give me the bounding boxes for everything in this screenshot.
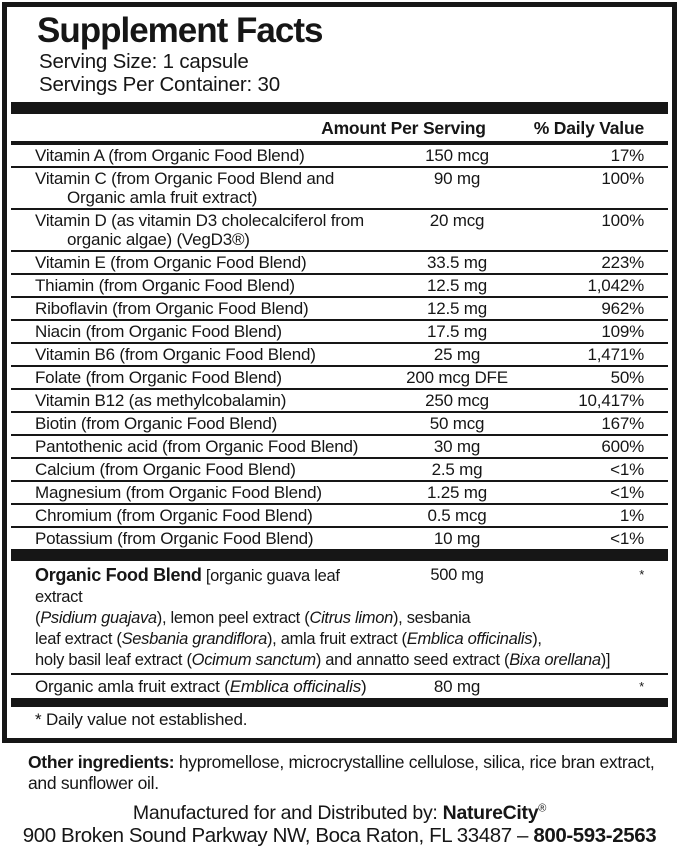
blend-amount: 500 mg — [430, 566, 484, 584]
nutrient-dv: <1% — [610, 460, 644, 479]
serving-size: Serving Size: 1 capsule — [39, 50, 249, 73]
nutrient-row — [11, 436, 668, 459]
blend-description-line — [35, 608, 644, 629]
text-segment: )] — [600, 651, 611, 669]
blend-description-line — [35, 629, 644, 650]
latin-name: Emblica officinalis — [406, 630, 533, 648]
nutrient-amount: 20 mcg — [429, 211, 485, 230]
supplement-facts-panel — [2, 2, 677, 743]
daily-value-footnote: * Daily value not established. — [35, 710, 248, 729]
nutrient-amount: 12.5 mg — [426, 276, 488, 295]
nutrient-amount: 30 mg — [433, 437, 481, 456]
blend-name — [35, 565, 382, 608]
nutrient-dv: <1% — [610, 529, 644, 548]
supplement-label-page — [0, 2, 679, 847]
text-segment: ), sesbania — [392, 609, 471, 627]
nutrient-amount: 10 mg — [433, 529, 481, 548]
latin-name: Bixa orellana — [509, 651, 601, 669]
nutrient-amount: 150 mcg — [425, 146, 489, 165]
nutrient-row — [11, 252, 668, 275]
nutrient-dv: <1% — [610, 483, 644, 502]
blend-description — [35, 608, 644, 671]
nutrient-row — [11, 298, 668, 321]
nutrient-dv: 962% — [601, 299, 644, 318]
text-segment: ) and annatto seed extract ( — [315, 651, 510, 669]
nutrient-name: Biotin (from Organic Food Blend) — [35, 414, 278, 433]
text-segment: [organic guava leaf extract — [35, 567, 340, 606]
panel-title: Supplement Facts — [37, 11, 323, 50]
amla-name — [35, 677, 382, 696]
divider-bar-top — [11, 102, 668, 114]
registered-trademark-icon: ® — [538, 802, 547, 815]
nutrient-name: Folate (from Organic Food Blend) — [35, 368, 282, 387]
nutrient-row — [11, 459, 668, 482]
nutrient-dv: 167% — [601, 414, 644, 433]
nutrient-name: Calcium (from Organic Food Blend) — [35, 460, 296, 479]
nutrient-name: Riboflavin (from Organic Food Blend) — [35, 299, 309, 318]
text-segment: ) — [361, 677, 367, 696]
divider-bar-footnote — [11, 698, 668, 707]
nutrient-row — [11, 275, 668, 298]
latin-name: Citrus limon — [309, 609, 393, 627]
nutrient-row — [11, 367, 668, 390]
nutrient-name: Pantothenic acid (from Organic Food Blend) — [35, 437, 359, 456]
nutrient-name: Niacin (from Organic Food Blend) — [35, 322, 282, 341]
nutrient-dv: 223% — [601, 253, 644, 272]
brand-name: NatureCity — [442, 802, 539, 824]
address-text: 900 Broken Sound Parkway NW, Boca Raton, FL 33487 – — [22, 824, 534, 847]
nutrient-dv: 10,417% — [578, 391, 644, 410]
other-ingredients — [28, 752, 661, 794]
nutrient-amount: 50 mcg — [429, 414, 485, 433]
column-header-dv: % Daily Value — [533, 118, 644, 138]
nutrient-dv: 1,042% — [587, 276, 644, 295]
blend-first-line — [35, 565, 644, 608]
nutrient-name: Thiamin (from Organic Food Blend) — [35, 276, 295, 295]
nutrient-name: Vitamin A (from Organic Food Blend) — [35, 146, 305, 165]
nutrient-name: Chromium (from Organic Food Blend) — [35, 506, 313, 525]
phone-number: 800-593-2563 — [533, 824, 657, 847]
text-segment: holy basil leaf extract ( — [35, 651, 192, 669]
latin-name: Ocimum sanctum — [191, 651, 316, 669]
text-segment: ), — [532, 630, 542, 648]
latin-name: Emblica officinalis — [229, 677, 361, 696]
nutrient-name: Potassium (from Organic Food Blend) — [35, 529, 314, 548]
nutrient-dv: 100% — [601, 169, 644, 188]
blend-description-line — [35, 650, 644, 671]
nutrient-row — [11, 145, 668, 168]
nutrient-row — [11, 168, 668, 210]
column-headers — [11, 114, 668, 141]
amla-row — [11, 675, 668, 698]
manufactured-by-text: Manufactured for and Distributed by: — [132, 802, 443, 824]
nutrient-row — [11, 344, 668, 367]
nutrient-amount: 0.5 mcg — [427, 506, 487, 525]
nutrient-dv: 17% — [610, 146, 644, 165]
text-segment: ( — [35, 609, 41, 627]
nutrient-amount: 25 mg — [433, 345, 481, 364]
nutrient-rows — [11, 145, 668, 549]
text-segment: Organic amla fruit extract ( — [35, 677, 230, 696]
amla-dv-asterisk: * — [639, 679, 644, 694]
nutrient-dv: 109% — [601, 322, 644, 341]
other-ingredients-text: hypromellose, microcrystalline cellulose, silica, rice bran extract, and sunflower oil. — [28, 752, 655, 793]
nutrient-amount: 250 mcg — [425, 391, 489, 410]
text-segment: Organic Food Blend — [35, 565, 202, 585]
nutrient-row — [11, 528, 668, 549]
nutrient-amount: 12.5 mg — [426, 299, 488, 318]
footer-line-2 — [0, 824, 679, 847]
nutrient-row — [11, 482, 668, 505]
nutrient-dv: 1,471% — [587, 345, 644, 364]
nutrient-name: Vitamin B12 (as methylcobalamin) — [35, 391, 287, 410]
divider-bar-blend — [11, 549, 668, 561]
nutrient-row — [11, 210, 668, 252]
nutrient-dv: 1% — [619, 506, 644, 525]
nutrient-amount: 90 mg — [433, 169, 481, 188]
nutrient-dv: 100% — [601, 211, 644, 230]
text-segment: ), amla fruit extract ( — [266, 630, 407, 648]
footer-line-1 — [0, 803, 679, 824]
nutrient-name: Vitamin D (as vitamin D3 cholecalciferol from organic algae) (VegD3®) — [35, 211, 364, 249]
nutrient-amount: 33.5 mg — [426, 253, 488, 272]
nutrient-amount: 2.5 mg — [431, 460, 483, 479]
nutrient-row — [11, 505, 668, 528]
nutrient-name: Vitamin C (from Organic Food Blend and Organic amla fruit extract) — [35, 169, 335, 207]
text-segment: leaf extract ( — [35, 630, 122, 648]
nutrient-amount: 17.5 mg — [426, 322, 488, 341]
nutrient-dv: 50% — [610, 368, 644, 387]
servings-per-container: Servings Per Container: 30 — [39, 73, 280, 96]
nutrient-row — [11, 390, 668, 413]
nutrient-name: Vitamin B6 (from Organic Food Blend) — [35, 345, 316, 364]
nutrient-name: Vitamin E (from Organic Food Blend) — [35, 253, 307, 272]
nutrient-amount: 1.25 mg — [426, 483, 488, 502]
nutrient-name: Magnesium (from Organic Food Blend) — [35, 483, 322, 502]
text-segment: ), lemon peel extract ( — [156, 609, 310, 627]
latin-name: Psidium guajava — [40, 609, 157, 627]
latin-name: Sesbania grandiflora — [121, 630, 267, 648]
amla-amount: 80 mg — [433, 677, 481, 696]
nutrient-amount: 200 mcg DFE — [406, 368, 508, 387]
nutrient-row — [11, 413, 668, 436]
blend-row — [11, 561, 668, 675]
nutrient-dv: 600% — [601, 437, 644, 456]
column-header-amount: Amount Per Serving — [321, 118, 486, 138]
nutrient-row — [11, 321, 668, 344]
other-ingredients-label: Other ingredients: — [28, 752, 175, 772]
blend-dv-asterisk: * — [639, 567, 644, 582]
